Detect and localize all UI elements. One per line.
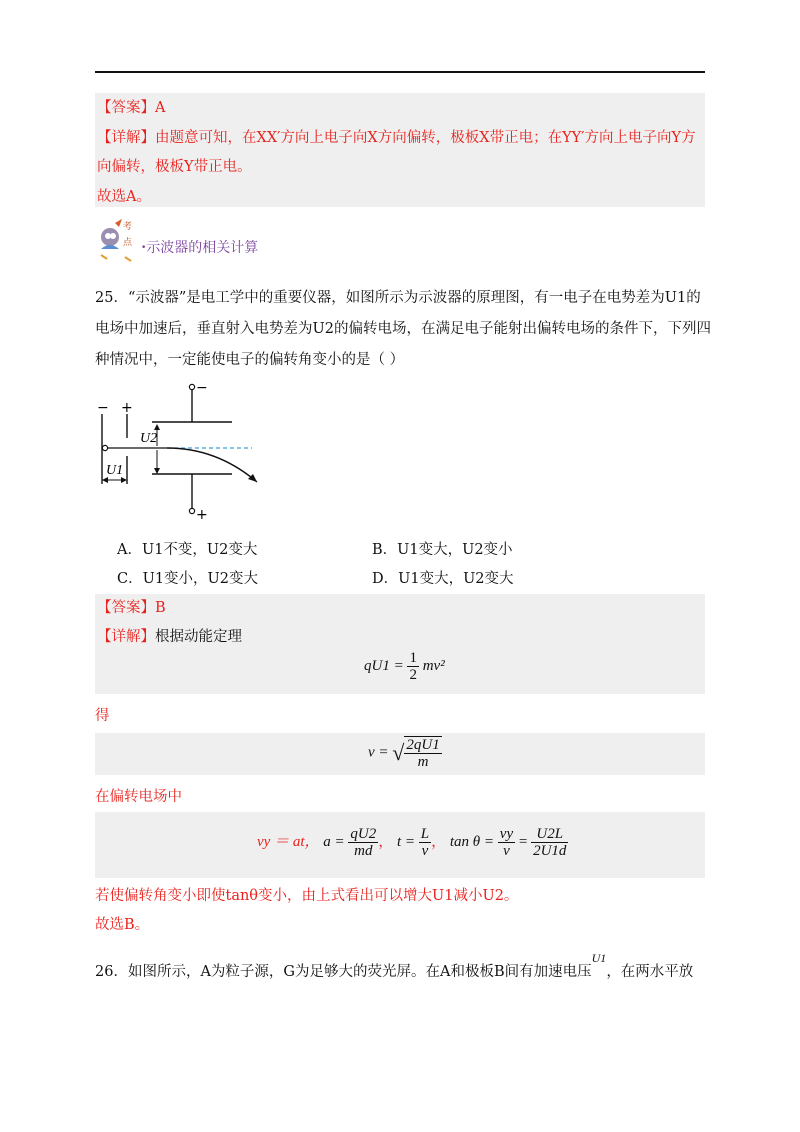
answer-block-prev [95, 93, 705, 207]
top-rule [95, 71, 705, 73]
plus-bottom-label: + [196, 507, 208, 523]
oscilloscope-diagram [92, 376, 272, 524]
formula-deflection: vy ＝ at， a = $\frac{qU2}{md}$ ， t = $\frac{L}{v}$ ， tan θ = $\frac{vy}{v}$ = $\frac{U2L}{2U1d}$ [257, 826, 567, 859]
topic-badge-icon [95, 215, 137, 263]
option-d[interactable]: D．U1变大，U2变大 [372, 571, 514, 587]
conclusion-prev: 故选A。 [97, 189, 151, 205]
q26-line-1: 26．如图所示，A为粒子源，G为足够大的荧光屏。在A和极板B间有加速电压$^{U1}$，在两水平放 [95, 951, 694, 980]
topic-title: •示波器的相关计算 [141, 240, 259, 256]
q25-line-3: 种情况中，一定能使电子的偏转角变小的是（ ） [95, 352, 405, 368]
answer-line-q25: 【答案】B [97, 600, 166, 616]
minus-top-label: − [196, 380, 208, 396]
q25-line-2: 电场中加速后，垂直射入电势差为U2的偏转电场，在满足电子能射出偏转电场的条件下，下列四 [95, 321, 711, 337]
answer-line-prev: 【答案】A [97, 100, 166, 116]
option-c[interactable]: C．U1变小，U2变大 [117, 571, 258, 587]
de-line: 得 [95, 708, 110, 724]
option-a[interactable]: A．U1不变，U2变大 [117, 542, 258, 558]
detail-line-prev-2: 向偏转，极板Y带正电。 [97, 159, 252, 175]
formula-velocity: v = √ $\frac{2qU1}{m}$ [368, 737, 440, 770]
conclusion-q25: 故选B。 [95, 917, 150, 933]
plus-left-label: + [121, 400, 133, 416]
q25-line-1: 25．“示波器”是电工学中的重要仪器，如图所示为示波器的原理图，有一电子在电势差为U1的 [95, 290, 701, 306]
minus-left-label: − [97, 400, 109, 416]
conclusion-line-q25: 若使偏转角变小即使tanθ变小，由上式看出可以增大U1减小U2。 [95, 888, 519, 904]
topic-badge-top: 考 [123, 222, 133, 232]
u1-label: U1 [106, 463, 124, 478]
option-b[interactable]: B．U1变大，U2变小 [372, 542, 513, 558]
formula-kinetic-energy: qU1 = $\frac{1}{2}$ mv² [364, 650, 445, 683]
detail-line-prev-1: 【详解】由题意可知，在XX′方向上电子向X方向偏转，极板X带正电；在YY′方向上电子向Y方 [97, 130, 696, 146]
in-field-line: 在偏转电场中 [95, 789, 182, 805]
u2-label: U2 [140, 431, 158, 446]
detail-line-q25: 【详解】根据动能定理 [97, 629, 242, 645]
topic-badge-bottom: 点 [123, 238, 133, 248]
